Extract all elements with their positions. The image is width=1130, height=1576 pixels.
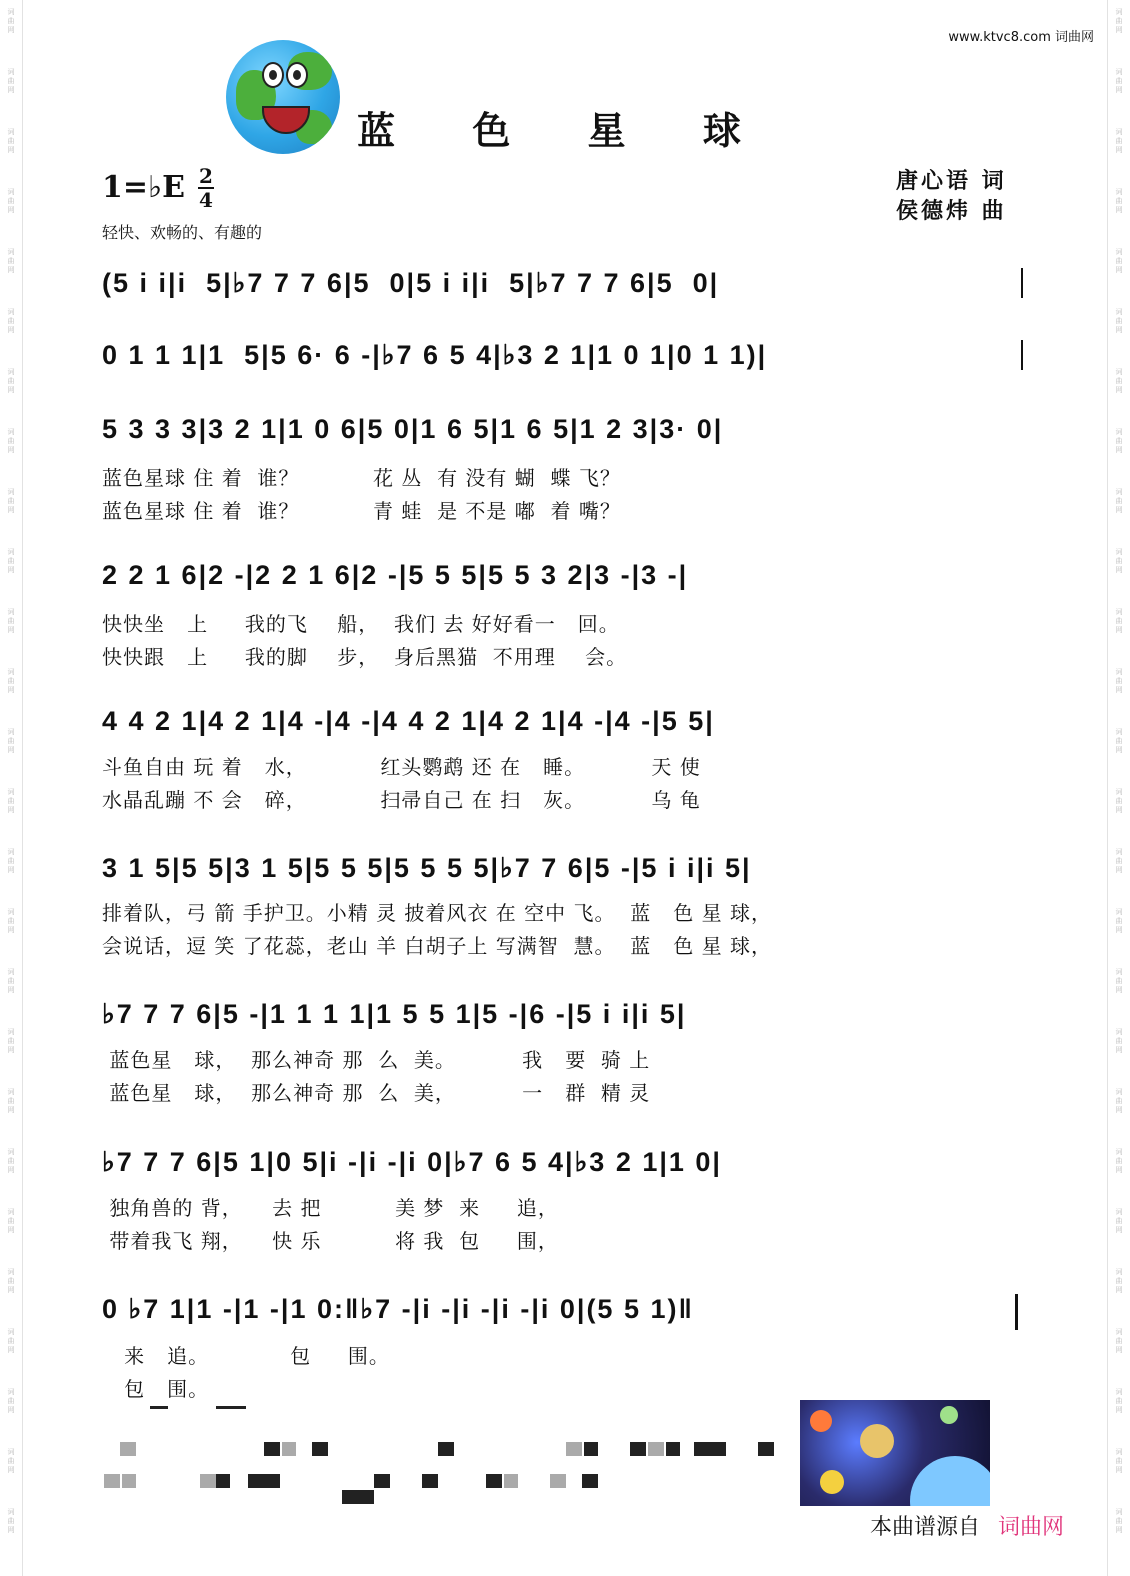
notation-line-9: 0 ♭7 1|1 -|1 -|1 0:‖♭7 -|i -|i -|i -|i 0|(5 5 1)‖ [102, 1294, 694, 1324]
side-watermark: 词 曲 网 [1115, 788, 1123, 814]
side-watermark: 词 曲 网 [7, 308, 15, 334]
notation-line-3: 5 3 3 3|3 2 1|1 0 6|5 0|1 6 5|1 6 5|1 2 3|3· 0| [102, 414, 724, 444]
side-watermark: 词 曲 网 [7, 1088, 15, 1114]
side-watermark: 词 曲 网 [7, 68, 15, 94]
side-watermark: 词 曲 网 [1115, 968, 1123, 994]
time-bottom: 4 [199, 188, 213, 212]
side-watermark: 词 曲 网 [1115, 8, 1123, 34]
side-watermark: 词 曲 网 [7, 488, 15, 514]
notation-line-1: (5 i i|i 5|♭7 7 7 6|5 0|5 i i|i 5|♭7 7 7 6|5 0| [102, 268, 720, 298]
lyric-line-5-verse-1: 斗鱼自由 玩 着 水， 红头鹦鹉 还 在 睡。 天 使 [102, 755, 701, 779]
side-watermark: 词 曲 网 [7, 668, 15, 694]
lyricist-credit: 唐心语 词 [896, 168, 1007, 194]
side-watermark: 词 曲 网 [1115, 1088, 1123, 1114]
side-watermark: 词 曲 网 [1115, 1028, 1123, 1054]
side-watermark: 词 曲 网 [7, 128, 15, 154]
side-watermark: 词 曲 网 [1115, 128, 1123, 154]
lyric-line-6-verse-1: 排着队，弓 箭 手护卫。小精 灵 披着风衣 在 空中 飞。 蓝 色 星 球， [102, 901, 773, 925]
side-watermark: 词 曲 网 [1115, 1148, 1123, 1174]
lyric-line-8-verse-1: 独角兽的 背， 去 把 美 梦 来 追， [102, 1196, 559, 1220]
lyric-line-6-verse-2: 会说话，逗 笑 了花蕊，老山 羊 白胡子上 写满智 慧。 蓝 色 星 球， [102, 934, 773, 958]
side-watermark: 词 曲 网 [7, 1448, 15, 1474]
lyric-line-3-verse-2: 蓝色星球 住 着 谁？ 青 蛙 是 不是 嘟 着 嘴？ [102, 499, 621, 523]
source-label: 本曲谱源自 [870, 1515, 981, 1540]
side-watermark: 词 曲 网 [1115, 1388, 1123, 1414]
key-signature: 1=♭E [102, 170, 186, 205]
side-watermark: 词 曲 网 [1115, 1448, 1123, 1474]
barline [1021, 268, 1023, 298]
lyric-line-5-verse-2: 水晶乱蹦 不 会 碎， 扫帚自己 在 扫 灰。 乌 龟 [102, 788, 701, 812]
side-watermark: 词 曲 网 [1115, 908, 1123, 934]
side-watermark: 词 曲 网 [7, 548, 15, 574]
side-watermark: 词 曲 网 [1115, 248, 1123, 274]
space-illustration [800, 1400, 990, 1506]
side-watermark: 词 曲 网 [1115, 728, 1123, 754]
composer-credit: 侯德炜 曲 [896, 198, 1007, 224]
barline [1021, 340, 1023, 370]
side-watermark: 词 曲 网 [7, 1148, 15, 1174]
lyric-line-4-verse-1: 快快坐 上 我的飞 船， 我们 去 好好看一 回。 [102, 612, 620, 636]
side-watermark: 词 曲 网 [1115, 548, 1123, 574]
lyric-line-9-verse-1: 来 追。 包 围。 [102, 1344, 390, 1368]
lyric-line-7-verse-2: 蓝色星 球， 那么神奇 那 么 美， 一 群 精 灵 [102, 1081, 651, 1105]
side-watermark: 词 曲 网 [7, 1268, 15, 1294]
side-watermark: 词 曲 网 [7, 368, 15, 394]
side-watermark: 词 曲 网 [1115, 1268, 1123, 1294]
side-watermark: 词 曲 网 [7, 188, 15, 214]
source-brand[interactable]: 词曲网 [998, 1515, 1065, 1540]
lyric-line-7-verse-1: 蓝色星 球， 那么神奇 那 么 美。 我 要 骑 上 [102, 1048, 651, 1072]
site-label[interactable]: www.ktvc8.com 词曲网 [948, 30, 1094, 45]
final-barline [1015, 1294, 1018, 1330]
side-watermark: 词 曲 网 [7, 848, 15, 874]
lyric-line-9-verse-2: 包 围。 [102, 1377, 210, 1401]
song-title: 蓝 色 星 球 [357, 108, 773, 153]
side-watermark: 词 曲 网 [7, 788, 15, 814]
side-watermark: 词 曲 网 [1115, 848, 1123, 874]
side-watermark: 词 曲 网 [1115, 668, 1123, 694]
side-watermark: 词 曲 网 [1115, 188, 1123, 214]
tempo-marking: 轻快、欢畅的、有趣的 [102, 223, 263, 242]
side-watermark: 词 曲 网 [1115, 1508, 1123, 1534]
side-watermark: 词 曲 网 [1115, 68, 1123, 94]
side-watermark: 词 曲 网 [7, 728, 15, 754]
side-watermark: 词 曲 网 [1115, 428, 1123, 454]
time-top: 2 [199, 164, 213, 188]
notation-line-4: 2 2 1 6|2 -|2 2 1 6|2 -|5 5 5|5 5 3 2|3 -|3 -| [102, 560, 689, 590]
side-watermark: 词 曲 网 [7, 1208, 15, 1234]
side-watermark: 词 曲 网 [7, 968, 15, 994]
side-watermark: 词 曲 网 [1115, 1208, 1123, 1234]
side-watermark: 词 曲 网 [1115, 368, 1123, 394]
side-watermark: 词 曲 网 [7, 908, 15, 934]
time-signature [198, 166, 214, 210]
side-watermark: 词 曲 网 [7, 1388, 15, 1414]
notation-line-2: 0 1 1 1|1 5|5 6· 6 -|♭7 6 5 4|♭3 2 1|1 0 1|0 1 1)| [102, 340, 768, 370]
side-watermark: 词 曲 网 [7, 8, 15, 34]
side-watermark: 词 曲 网 [7, 1328, 15, 1354]
lyric-line-4-verse-2: 快快跟 上 我的脚 步， 身后黑猫 不用理 会。 [102, 645, 628, 669]
right-watermark-strip [1107, 0, 1130, 1576]
side-watermark: 词 曲 网 [1115, 1328, 1123, 1354]
side-watermark: 词 曲 网 [1115, 308, 1123, 334]
source-attribution [870, 1510, 1064, 1541]
side-watermark: 词 曲 网 [1115, 488, 1123, 514]
lyric-line-8-verse-2: 带着我飞 翔， 快 乐 将 我 包 围， [102, 1229, 559, 1253]
notation-line-6: 3 1 5|5 5|3 1 5|5 5 5|5 5 5 5|♭7 7 6|5 -|5 i i|i 5| [102, 853, 752, 883]
side-watermark: 词 曲 网 [7, 428, 15, 454]
lyric-line-3-verse-1: 蓝色星球 住 着 谁？ 花 丛 有 没有 蝴 蝶 飞？ [102, 466, 621, 490]
left-watermark-strip [0, 0, 23, 1576]
notation-line-8: ♭7 7 7 6|5 1|0 5|i -|i -|i 0|♭7 6 5 4|♭3 2 1|1 0| [102, 1147, 722, 1177]
side-watermark: 词 曲 网 [7, 1508, 15, 1534]
side-watermark: 词 曲 网 [7, 248, 15, 274]
side-watermark: 词 曲 网 [1115, 608, 1123, 634]
notation-line-7: ♭7 7 7 6|5 -|1 1 1 1|1 5 5 1|5 -|6 -|5 i i|i 5| [102, 999, 687, 1029]
side-watermark: 词 曲 网 [7, 608, 15, 634]
side-watermark: 词 曲 网 [7, 1028, 15, 1054]
notation-line-5: 4 4 2 1|4 2 1|4 -|4 -|4 4 2 1|4 2 1|4 -|4 -|5 5| [102, 706, 715, 736]
